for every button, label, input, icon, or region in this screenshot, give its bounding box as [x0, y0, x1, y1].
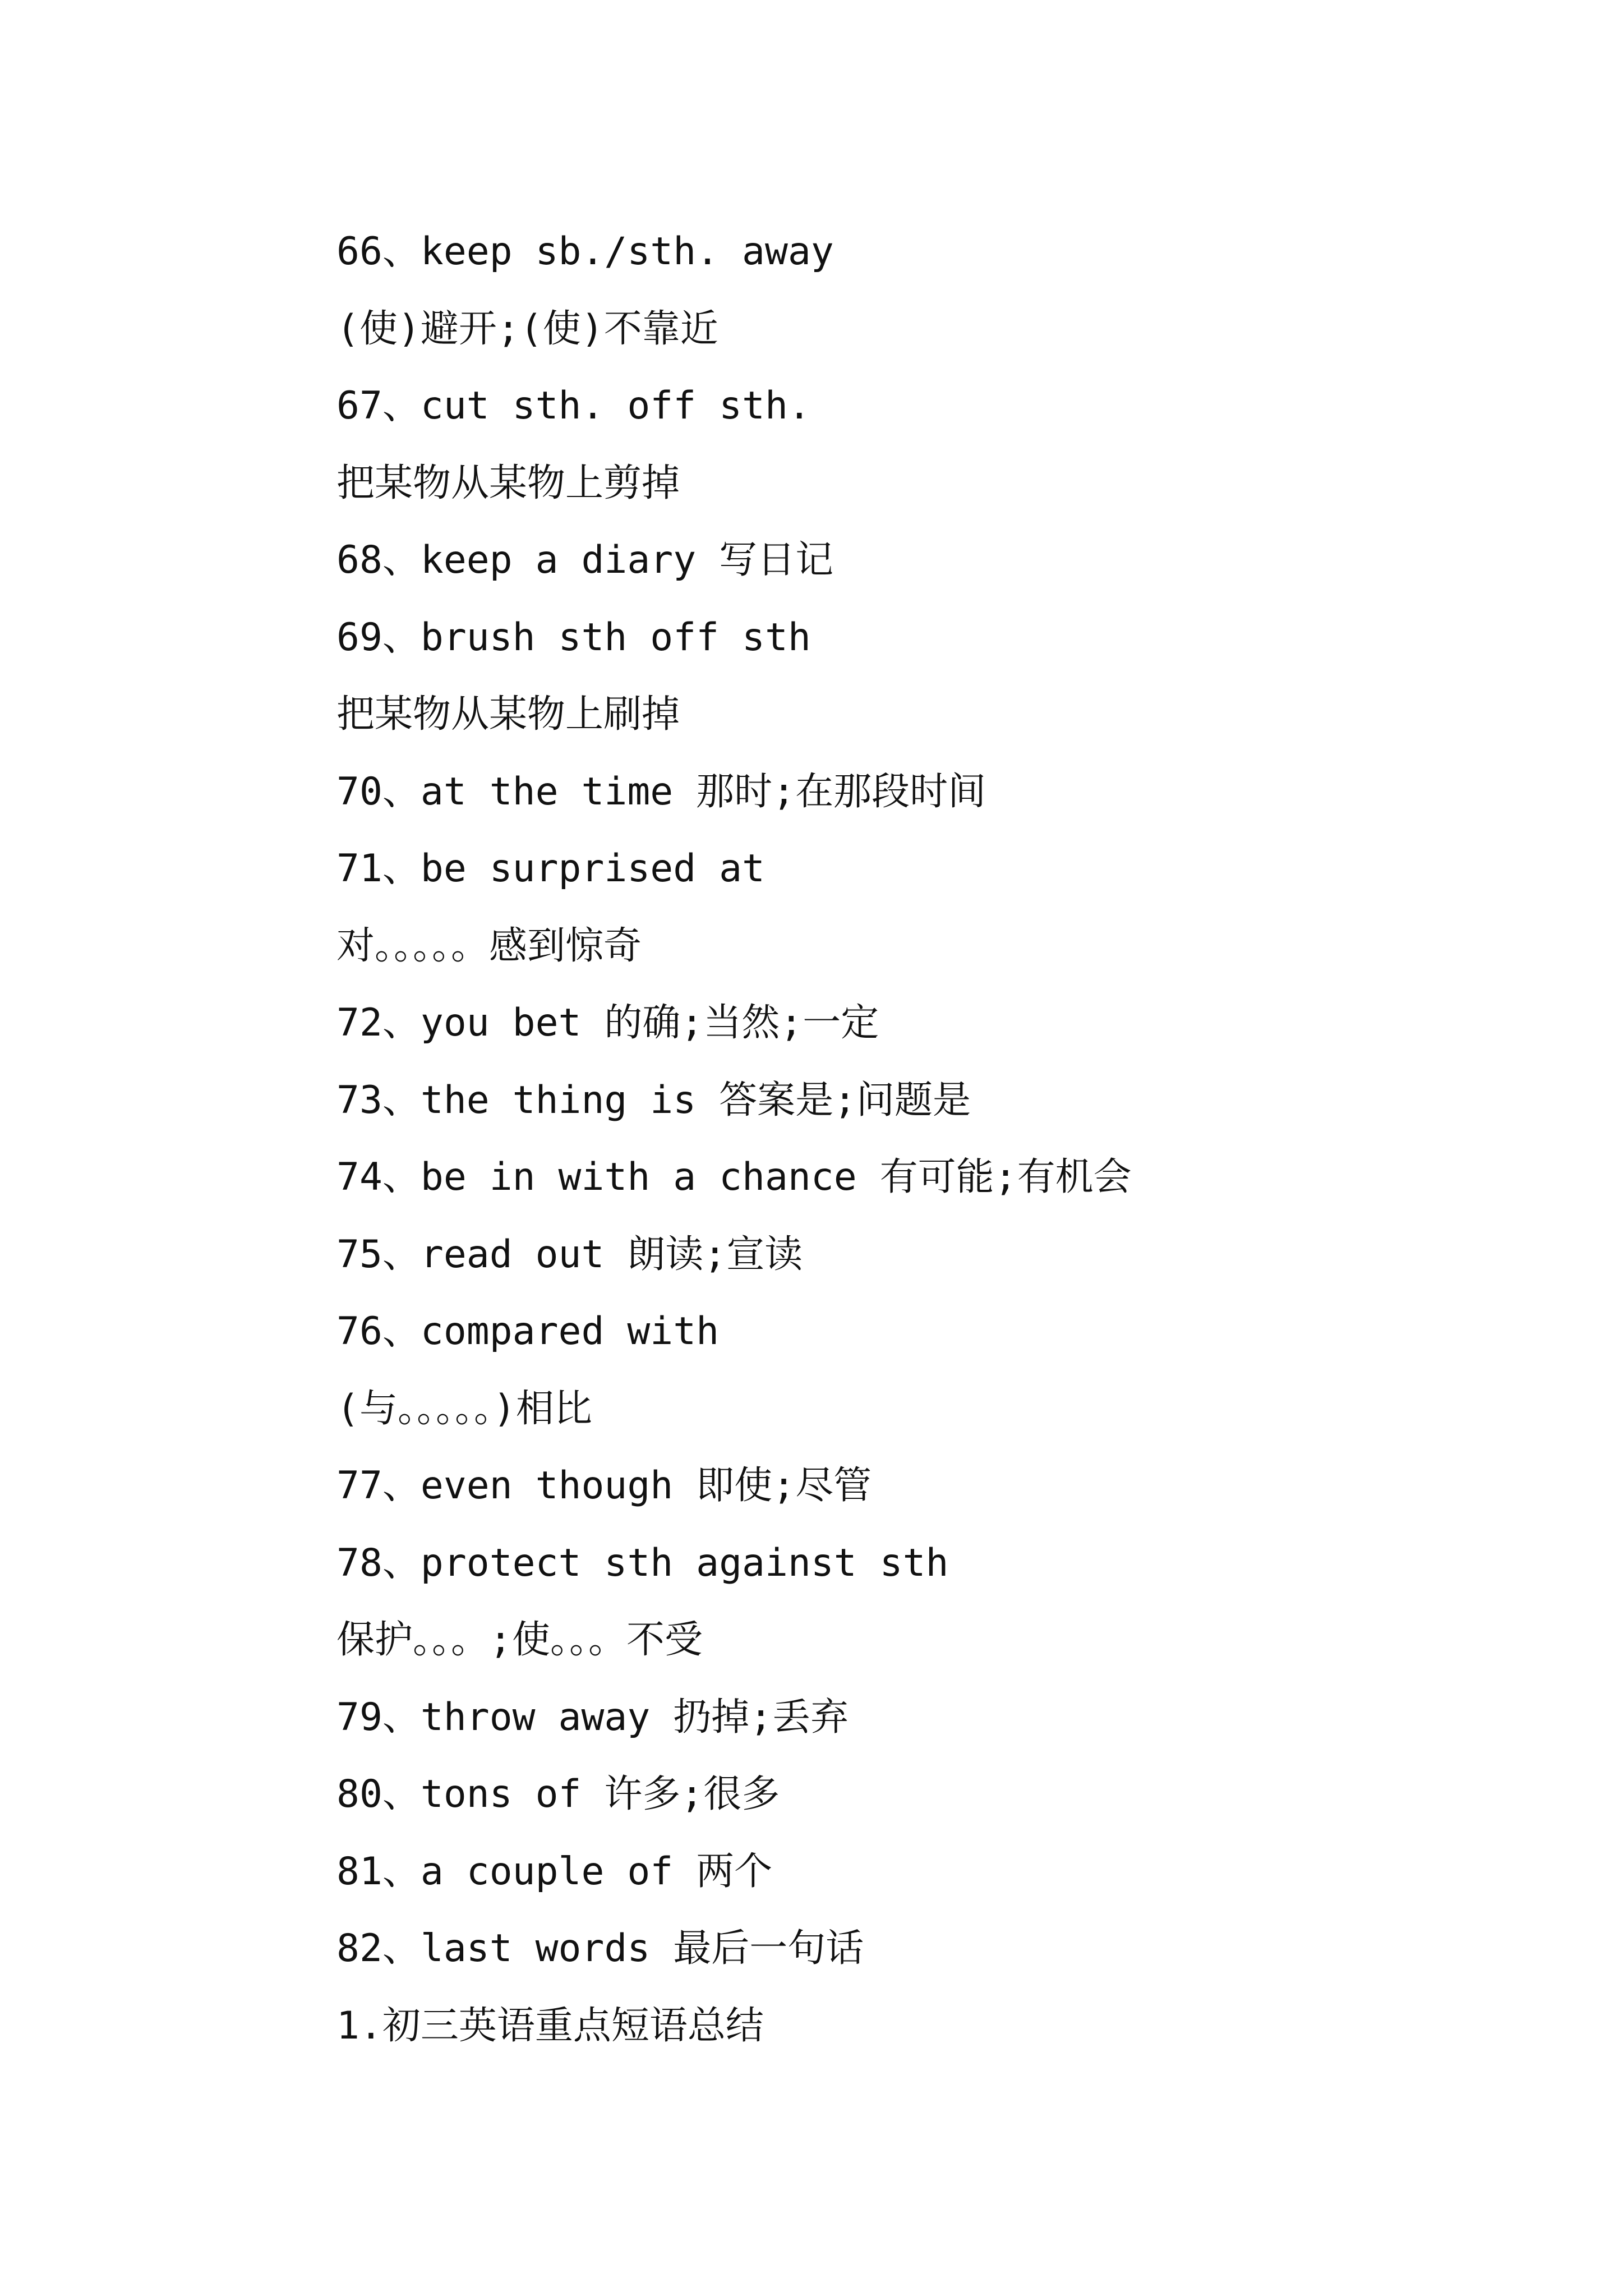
- text-line: 保护。。。;使。。。不受: [336, 1618, 703, 1662]
- text-line: 69、brush sth off sth: [336, 615, 811, 660]
- text-line: (使)避开;(使)不靠近: [336, 306, 718, 351]
- text-line: (与。。。。。)相比: [336, 1386, 592, 1431]
- text-line: 75、read out 朗读;宣读: [336, 1232, 803, 1277]
- phrase-list: [336, 213, 1514, 2064]
- text-line: 70、at the time 那时;在那段时间: [336, 769, 986, 814]
- text-line: 73、the thing is 答案是;问题是: [336, 1078, 971, 1122]
- text-line: 68、keep a diary 写日记: [336, 538, 834, 582]
- text-line: 把某物从某物上剪掉: [336, 461, 680, 505]
- text-line: 1.初三英语重点短语总结: [336, 2003, 764, 2048]
- text-line: 77、even though 即使;尽管: [336, 1464, 872, 1508]
- text-line: 80、tons of 许多;很多: [336, 1772, 780, 1816]
- text-line: 72、you bet 的确;当然;一定: [336, 1001, 879, 1045]
- text-line: 79、throw away 扔掉;丢弃: [336, 1695, 849, 1740]
- text-line: 76、compared with: [336, 1309, 720, 1354]
- text-line: 78、protect sth against sth: [336, 1540, 949, 1585]
- text-line: 67、cut sth. off sth.: [336, 384, 811, 428]
- text-line: 81、a couple of 两个: [336, 1849, 773, 1894]
- text-line: 71、be surprised at: [336, 846, 765, 891]
- text-line: 66、keep sb./sth. away: [336, 229, 834, 274]
- text-line: 74、be in with a chance 有可能;有机会: [336, 1155, 1132, 1199]
- text-line: 82、last words 最后一句话: [336, 1926, 864, 1971]
- text-line: 对。。。。。感到惊奇: [336, 923, 642, 968]
- text-line: 把某物从某物上刷掉: [336, 692, 680, 737]
